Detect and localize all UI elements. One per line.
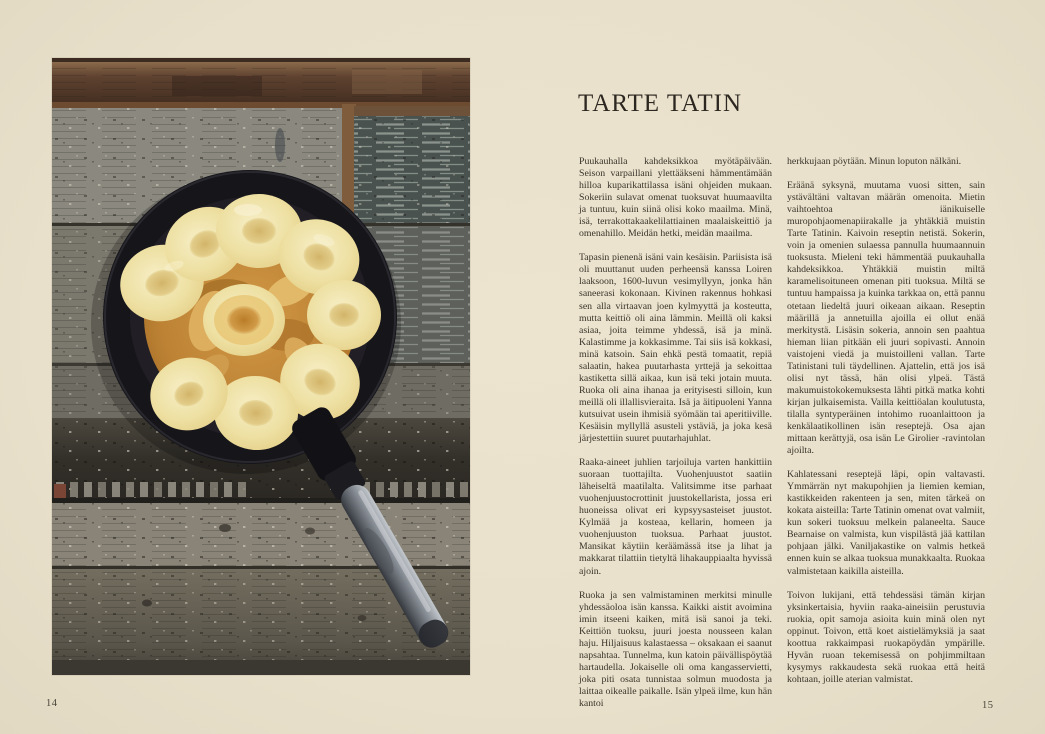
body-paragraph: Eräänä syksynä, muutama vuosi sitten, sain ystävältäni valtavan määrän omenoita. Mietin vaihtoehtoa iänikuiselle muropohjaomenapiirakalle ja yhtäkkiä muistin Tarte Tatinin. Kaivoin reseptin netistä. Sokerin, voin ja omenien sulaessa pannulla huumaannuin tuoksusta. Mieleni teki hämmentää puukauhalla kahdeksikkoa. Yhtäkkiä muistin miltä karamelisoituneen omenan piti tuoksua. Miltä se tuntuu hampaissa ja kuinka tarkkaa on, että pannu otetaan liedeltä juuri oikeaan aikaan. Reseptin määrillä ja annetuilla ajoilla ei ollut enää merkitystä. Lisäsin sokeria, annoin sen paahtua hieman liian pitkään eli juuri sopivasti. Annoin vaistojeni viedä ja muistoilleni vallan. Tarte Tatinistani tuli täydellinen. Ajattelin, että jos isä olisi nyt tässä, hän olisi ylpeä. Tästä makumuistokokemuksesta lähti pitkä matka kohti kirjan julkaisemista. Vailla keittiöalan koulutusta, tilalla syntyperäinen intohimo ruoanlaittoon ja kenkälaatikollinen isän reseptejä. Osa ajan mittaan kerättyjä, osa isän Le Girolier -ravintolan ajoilta. bbox=[787, 180, 985, 457]
tarte-tatin-photo bbox=[52, 58, 470, 675]
body-paragraph: herkkujaan pöytään. Minun loputon nälkäni. bbox=[787, 156, 962, 167]
body-paragraph: Tapasin pienenä isäni vain kesäisin. Pariisista isä oli muuttanut uuden perheensä kanssa Loiren laaksoon, 1600-luvun vesimyllyyn, jonka hän saneerasi kokonaan. Kivinen rakennus hohkasi sen alla virtaavan joen kylmyyttä ja kosteutta, mutta keittiö oli aina lämmin. Meillä oli kaksi asiaa, joita teimme yhdessä, isä ja minä. Kalastimme ja kokkasimme. Tai siis isä kokkasi, minä katsoin. Sain ehkä pestä tomaatit, repiä salaatin, hakea puutarhasta yrttejä ja sekoittaa kastiketta sillä aikaa, kun isä teki jotain muuta. Ruoka oli aina ihanaa ja erityisesti silloin, kun meillä oli illallisvieraita. Isä ja äitipuoleni Yanna kutsuivat usein ihmisiä syömään tai aperitiiville. Kesäisin myllyllä asusteli ystäviä, ja joka kesä järjestettiin suuret puutarhajuhlat. bbox=[579, 252, 772, 445]
tarte-tatin-photo-art bbox=[52, 58, 470, 675]
chapter-title: TARTE TATIN bbox=[578, 90, 743, 117]
text-column-one bbox=[579, 156, 772, 722]
body-paragraph: Raaka-aineet juhlien tarjoiluja varten hankittiin suoraan tuottajilta. Vuohenjuustot saatiin läheiseltä maatilalta. Valitsimme itse parhaat vuohenjuustocrottinit juustokellarista, jossa eri huoneissa olivat eri kypsyysasteiset juustot. Kylmää ja kosteaa, kellarin, homeen ja vuohenjuuston tuoksua. Parhaat juustot. Mansikat käytiin keräämässä itse ja lihat ja makkarat tilattiin tietyltä lihakauppiaalta hyvissä ajoin. bbox=[579, 457, 772, 577]
body-paragraph: Kahlatessani reseptejä läpi, opin valtavasti. Ymmärrän nyt makupohjien ja liemien kemian, kastikkeiden rakenteen ja sen, miten tärkeä on kokata aisteilla: Tarte Tatinin omenat ovat valmiit, kun sokeri tuoksuu melkein palaneelta. Sauce Bearnaise on valmista, kun vispilästä jää kattilan pohjaan jälki. Vaniljakastike on valmis hetkeä ennen kuin se alkaa tuoksua munakkaalta. Ruokaa valmistetaan kaikilla aisteilla. bbox=[787, 469, 985, 577]
body-paragraph: Puukauhalla kahdeksikkoa myötäpäivään. Seison varpaillani ylettääkseni hämmentämään hilloa kuparikattilassa isäni ohjeiden mukaan. Sokeriin sulavat omenat tuoksuvat huumaavilta ja tuntuu, kuin siinä olisi koko maailma. Minä, isä, terrakottakaakelilattiainen maalaiskeittiö ja omenahillo. Meidän hetki, meidän maailma. bbox=[579, 156, 772, 240]
centre-apple-half bbox=[203, 284, 285, 356]
page-number-left: 14 bbox=[46, 698, 58, 709]
body-paragraph: Ruoka ja sen valmistaminen merkitsi minulle yhdessäoloa isän kanssa. Kaikki aistit avoimina imin itseeni kaiken, mitä isä sanoi ja teki. Keittiön tuoksu, juuri joesta nousseen kalan haju. Hiljaisuus kalastaessa – oksakaan ei saanut napsahtaa. Tunnelma, kun katoin päivällispöytää hartaudella. Jokaiselle oli oma kangasservietti, joka piti osata tunnistaa solmun muodosta ja laittaa oikealle paikalle. Isän ylpeä ilme, kun hän kantoi bbox=[579, 589, 772, 709]
body-paragraph: Toivon lukijani, että tehdessäsi tämän kirjan yksinkertaisia, hyviin raaka-aineisiin perustuvia ruokia, opit samoja asioita kuin minä olen nyt oppinut. Toivon, että koet aistielämyksiä ja saat koottua rakkaimpasi ruokapöydän ympärille. Hyvän ruoan tekemisessä on pohjimmiltaan kysymys rakkaudesta sekä ruokaa että heitä kohtaan, joille aterian valmistat. bbox=[787, 589, 985, 685]
page-number-right: 15 bbox=[982, 700, 994, 711]
text-column-two bbox=[787, 156, 985, 698]
